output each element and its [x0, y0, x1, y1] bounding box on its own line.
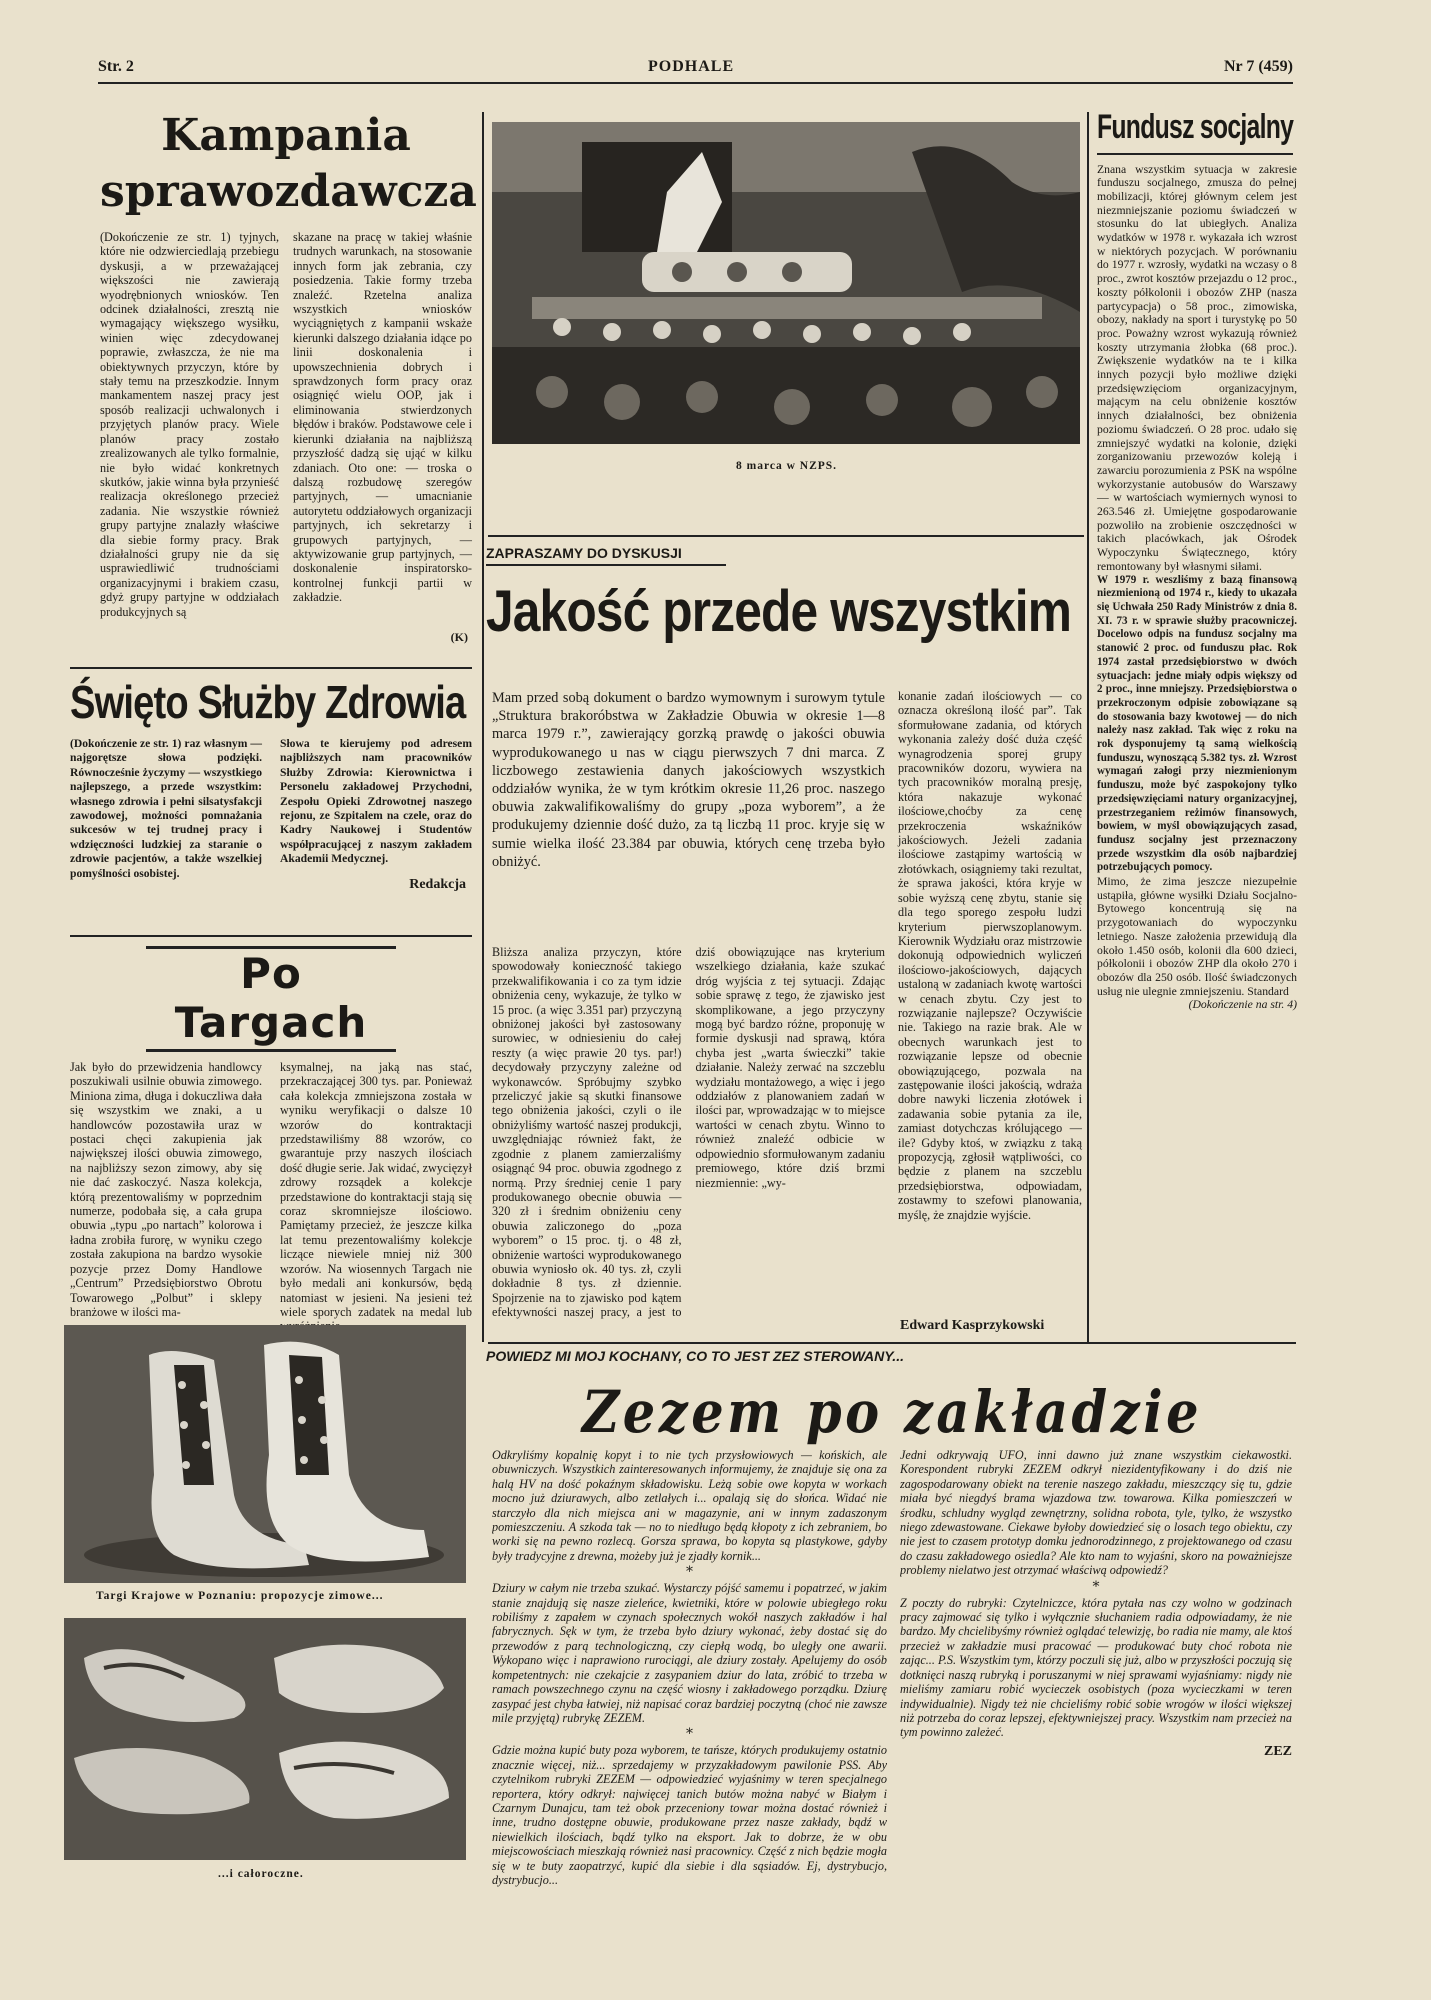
nzps-image: [492, 122, 1080, 444]
issue-number: Nr 7 (459): [1223, 58, 1293, 75]
kampania-col2: skazane na pracę w takiej właśnie trudnych warunkach, na stosowanie innych form jak zebrania, czy posiedzenia. Takie formy trzeba znaleźć. Rzetelna analiza wszystkich wniosków wyciągniętych z kampanii wskaże kierunki dalszego działania idące po linii doskonalenia i upowszechnienia dobrych i sprawdzonych form pracy oraz osiągnięć wielu OOP, jak i eliminowania stwierdzonych błędów i braków. Podstawowe cele i kierunki działania na najbliższą przyszłość dadzą się ująć w kilku zdaniach. Oto one: — troska o dalszą rozbudowę szeregów partyjnych, — umacnianie autorytetu oddziałowych organizacji partyjnych, ich sekretarzy i grupowych partyjnych, — aktywizowanie grup partyjnych, — doskonalenie inspiratorsko-kontrolnej funkcji partii w zakładzie.: [293, 230, 472, 605]
boots-image: [64, 1325, 466, 1583]
fundusz-continued: (Dokończenie na str. 4): [1188, 998, 1297, 1012]
swieto-col1: (Dokończenie ze str. 1) raz własnym — najgorętsze słowa podzięki. Równocześnie życzymy — wszystkiego najlepszego, a przede wszystkim: własnego zdrowia i pełni silsatysfakcji zawodowej, możności pomnażania sukcesów w tej trudnej pracy i wdzięczności ludzkiej za staranie o zdrowie pacjentów, a także wszelkiej pomyślności osobistej.: [70, 737, 262, 880]
kicker-underline: [486, 564, 726, 566]
swieto-columns: [70, 737, 472, 917]
jakosc-signature: Edward Kasprzykowski: [900, 1318, 1045, 1333]
article-kampania: [100, 108, 477, 670]
kampania-signature: (K): [450, 630, 468, 644]
fundusz-title-rule: [1097, 153, 1293, 155]
jakosc-kicker: ZAPRASZAMY DO DYSKUSJI: [486, 545, 682, 561]
zezem-p2: Dziury w całym nie trzeba szukać. Wystarczy pójść samemu i popatrzeć, w jakim stanie znajdują się nasze zieleńce, kwietniki, które w polowie ubiegłego roku robiliśmy z zapałem w czynach społecznych wokół naszych zakładów i hal fabrycznych. Sęk w tym, że trzeba było dziury wykonać, żeby dostać się do przewodów z parą technologiczną, czy ciepłą wodą, bo uległy one awarii. Wykopano więc i naprawiono rurociągi, ale dziury zostały. Apelujemy do osób kompetentnych: nie czekajcie z zasypaniem dziur do lata, zróbić to trzeba w ramach powszechnego czynu na część wiosny i zakładowego porządku. Dziurę zasypać jest chyba łatwiej, niż napisać coraz bardziej poczytną (choć nie zawsze mile przyjętą) rubrykę ZEZEM.: [492, 1581, 887, 1725]
shoes-image: [64, 1618, 466, 1860]
zezem-p4: Jedni odkrywają UFO, inni dawno już znane wszystkim ciekawostki. Korespondent rubryki ZEZEM odkrył niezidentyfikowany i do dziś nie zagospodarowany obiekt na terenie naszego zakładu, mieszczący się tu, gdzie miała być niegdyś brama wjazdowa tzw. towarowa. Kilka pomieszczeń w środku, schludny wygląd zewnętrzny, solidna robota, tyle, tylko, że wszystko niego zdewastowane. Ciekawe byłoby dowiedzieć się o losach tego obiektu, czy nie jest to czasem prototyp domku jednorodzinnego, z projektowanego od czasu do czasu zakładowego osiedla? Ale kto nam to wyjaśni, skoro na poważniejsze problemy nielatwo jest otrzymać właściwą odpowiedź?: [900, 1448, 1292, 1578]
shoes-caption: ...i całoroczne.: [218, 1868, 304, 1880]
jakosc-title: Jakość przede wszystkim: [486, 578, 1072, 644]
kampania-col1: (Dokończenie ze str. 1) tyjnych, które nie odzwierciedlają przebiegu dyskusji, a w przeważającej większości nie zawierają wyodrębnionych wniosków. Ten odcinek działalności, zresztą nie wymagający większego wysiłku, winien więc zdecydowanej poprawie, zwłaszcza, że nie ma obiektywnych przyczyn, które by stały temu na przeszkodzie. Innym mankamentem naszej pracy jest sposób realizacji uchwalonych i przyjętych planów pracy. Wiele planów pracy zostało zrealizowanych ale tylko formalnie, nie było widać konkretnych skutków, jakie winna była przynieść realizacja określonego przecież zadania. Nie wszystkie również grupy partyjne znalazły właściwe dla siebie formy pracy. Brak działalności grupy nie da się usprawiedliwić trudnościami organizacyjnymi i brakiem czasu, gdyż grupy partyjne w oddziałach produkcyjnych są: [100, 230, 279, 619]
zezem-p1: Odkryliśmy kopalnię kopyt i to nie tych przysłowiowych — końskich, ale obuwniczych. Wszystkich zainteresowanych informujemy, że znajduje się ona za halą HV na dość pokaźnym składowisku. Leżą sobie owe kopyta w workach mocno już dziurawych, albo zetlałych i... opalają się do słońca. Widać nie starczyło dla nich miejsca ani w magazynie, ani w innym zadaszonym pomieszczeniu. A szkoda tak — no to niedługo będą kłopoty z ich zebraniem, bo worki się na pewno rozlecą. Gorsza sprawa, bo kopyta są plastykowe, gdyby były tradycyjne z drewna, możeby już je zjadły kornik...: [492, 1448, 887, 1563]
rule-after-kampania: [70, 667, 472, 669]
header-rule: [98, 82, 1293, 84]
jakosc-lead: Mam przed sobą dokument o bardzo wymownym i surowym tytule „Struktura brakoróbstwa w Zakładzie Obuwia w okresie 1—8 marca 1979 r.”, zawierający gorzką prawdę o jakości obuwia wyprodukowanego u nas w ciągu pierwszych 7 dni marca. Z liczbowego zestawienia danych jakościowych wszystkich oddziałów wynika, że w tym krótkim okresie 11,26 proc. naszego obuwia zakwalifikowaliśmy do grupy „poza wyborem”, a że produkujemy dziennie dość dużo, za tą liczbą 11 proc. kryje się w sumie wielka ilość 23.384 par obuwia, których cenę trzeba było obniżyć.: [492, 690, 885, 870]
zezem-signature: ZEZ: [1263, 1743, 1292, 1759]
kampania-title-line2: sprawozdawcza: [100, 166, 477, 217]
targach-col2: ksymalnej, na jaką nas stać, przekraczającej 300 tys. par. Ponieważ cała kolekcja zmniejszona została w wyniku weryfikacji o dalsze 10 wzorów do kontraktacji przedstawiliśmy 88 wzorów, co gwarantuje przy naszych ilościach dość długie serie. Jak widać, zwycięzył zdrowy rozsądek a kolekcje przedstawione do kontraktacji stają się coraz skromniejsze ilościowo. Pamiętamy przecież, że jeszcze kilka lat temu prezentowaliśmy kolekcje liczące niewiele mniej niż 300 wzorów. Na wiosennych Targach nie było medali ani konkursów, będą natomiast w jesieni. Na jesieni też wiele sporych zadatek na medal lub: [280, 1060, 472, 1319]
article-fundusz: [1097, 108, 1297, 1013]
zezem-p5: Z poczty do rubryki: Czytelniczce, która pytała nas czy wolno w godzinach pracy zajmować się tylko i wyłącznie słuchaniem radia odpowiadamy, że nie bardzo. My chcielibyśmy również oglądać telewizję, bo radia nie mamy, ale ktoś przecież w zakładzie musi pracować — produkować buty choć robota nie zając... P.S. Wszystkim tym, którzy poczuli się już, albo w przyszłości poczują się dotknięci naszą rubryką i poruszanymi w niej sprawami wyjaśniamy: nigdy nie mieliśmy zamiaru robić wycieczek osobistych (poza wycieczkami w teren indywidualnie). Nigdy też nie chcieliśmy robić sobie wrogów w ilości większej niż potrzeba do coraz lepszej, efektywniejszej pracy. Wszystkim nam przecież na tym powinno zależeć.: [900, 1595, 1292, 1740]
article-swieto: [70, 675, 472, 917]
column-rule-left: [482, 112, 484, 1342]
page-header: [98, 54, 1293, 84]
page-number: Str. 2: [98, 58, 134, 75]
zezem-p3: Gdzie można kupić buty poza wyborem, te tańsze, których produkujemy ostatnio znacznie więcej, niż... sprzedajemy w przyzakładowym pawilonie PSS. Aby czytelnikom rubryki ZEZEM — odpowiedzieć wyjaśnimy w teren specjalnego reportera, który odkrył: najwięcej tanich butów można nabyć w Białym i Czarnym Dunajcu, tam też obok przeceniony towar można dostać również i inne, trudno dostępne obuwie, produkowane przez nasze zakłady, bądź w niewielkich ilościach, bądź tylko na eksport. Jak to dobrze, że w obu miejscowościach mieszkają również nasi pracownicy. Część z nich będzie mogła się w te buty zaopatrzyć, kupić dla siebie i dla sąsiadów. Ej, dystrybucjo, dystrybucjo...: [492, 1743, 887, 1887]
zezem-separator-1: *: [686, 1564, 693, 1581]
boots-caption: Targi Krajowe w Poznaniu: propozycje zimowe...: [96, 1590, 384, 1602]
jakosc-body: Bliższa analiza przyczyn, które spowodowały konieczność takiego przekwalifikowania i co za tym idzie obniżenia ceny, wykazuje, że tylko w 15 proc. (a więc 3.351 par) przyczyną obniżonej jakości był zastosowany surowiec, w odniesieniu do całej reszty (a więc prawie 20 tys. par!) decydowały przyczyny zależne od wykonawców. Spróbujmy szybko przeliczyć jakie są skutki finansowe tego obniżenia jakości, czyli o ile obniżyliśmy wartość naszej produkcji, uwzględniając również fakt, że zgodnie z planem zamierzaliśmy osiągnąć 94 proc. obuwia zgodnego z normą. Przy średniej cenie 1 pary produkowanego obecnie obuwia — 320 zł i średnim obniżeniu ceny obuwia zaliczonego do „poza wyborem” o 15 proc. tj. o 48 zł, obniżenie wartości wyprodukowanego obuwia wyniosło ok. 40 tys. zł, czyli dokładnie 8 tys. zł dziennie. Spojrzenie na to zjawisko pod kątem efektywności naszej pracy, a jest to dziś obowiązujące nas kryterium wszelkiego działania, każe szukać dróg wyjścia z tej sytuacji. Zdając sobie sprawę z tego, że zjawisko jest skomplikowane, a jego przyczyny mogą być bardzo różne, proponuję w formie dyskusji nad sprawą, która chyba jest „warta świeczki” takie działanie. Należy zerwać na szczeblu wydziału montażowego, a więc i jego oddziałów z planowaniem zadań w ilości par, wprowadzając w to miejsce wartości w cenach zbytu. Winno to również znaleźć odbicie w odpowiednio sformułowanym zadaniu premiowego, które dziś brzmi niezmiennie: „wy-: [492, 945, 885, 1320]
newspaper-title: PODHALE: [648, 58, 735, 75]
photo-shoes: [64, 1618, 466, 1860]
rule-after-swieto: [70, 935, 472, 937]
fundusz-text-bold: W 1979 r. weszliśmy z bazą finansową niezmienioną od 1974 r., kiedy to ukazała się Uchwała 250 Rady Ministrów z dnia 8. XI. 73 r. w sprawie służby pracowniczej. Docelowo odpis na fundusz socjalny ma stanowić 2 proc. od funduszu płac. Rok 1974 zastał przedsiębiorstwo w dwóch sytuacjach: jedne miały odpis większy od 2 proc., inne mniejszy. Przedsiębiorstwa o przekroczonym odpisie zobowiązane są do stosowania bazy kwotowej — do nich należy nasz zakład. Tak więc z roku na rok dysponujemy tą samą wielkością funduszu, wynoszącą 5.382 tys. zł. Wzrost wymagań załogi przy niezmienionym funduszu, może być zaspokojony tylko przedsięwzięciami natury organizacyjnej, przestrzeganiem reżimów finansowych, bowiem, w myśl obowiązujących zasad, fundusz socjalny jest przeznaczony przede wszystkim dla osób najbardziej potrzebujących pomocy.: [1097, 573, 1297, 874]
article-jakosc: [486, 545, 1082, 645]
targach-col1: Jak było do przewidzenia handlowcy poszukiwali usilnie obuwia zimowego. Miniona zima, długa i dokuczliwa dała się wszystkim we znaki, a u handlowców pozostawiła uraz w postaci chęci zakupienia jak największej ilości obuwia zimowego, na najbliższy sezon zimowy, aby się nie dać zaskoczyć. Nasza kolekcja, którą prezentowaliśmy w poprzednim numerze, podobała się, a cała grupa obuwia „typu „po nartach” kolorowa i ładna zrobiła furorę, w wyniku czego została zakupiona na bardzo wysokie pozycje przez Domy Handlowe „Centrum” Przedsiębiorstwo Obrotu Towarowego „Polbut” i sklepy branżowe w ilości ma-: [70, 1060, 262, 1319]
targach-title-box: [146, 946, 396, 1052]
kampania-title-line1: Kampania: [161, 110, 411, 161]
fundusz-text-regular: Znana wszystkim sytuacja w zakresie funduszu socjalnego, zmusza do pełnej mobilizacji, której głównym celem jest niezmniejszanie poziomu świadczeń w stosunku do lat ubiegłych. Analiza wydatków w 1978 r. wykazała ich wzrost w niektórych pozycjach. W porównaniu do 1977 r. wzrosły, wydatki na wczasy o 8 proc., zwrot kosztów przejazdu o 12 proc., koszty półkolonii i obozów ZHP (nasza partycypacja) o 58 proc., zimowiska, obozy, nakłady na sport i turystykę po 50 proc. Poważny wzrost wykazują również koszty utrzymania żłobka (68 proc.). Zwiększenie wydatków na te i kilka innych pozycji było możliwe dzięki przedsięwzięciom organizacyjnym, mającym na celu obniżenie kosztów innych działalności, bez obniżenia poziomu świadczeń. O 28 proc. udało się zmniejszyć wydatki na kolonie, dzięki zorganizowaniu przewozów koleją i zawarciu porozumienia z PSK na wspólne wykorzystanie autobusów do Warszawy — w wartościach wymiernych wynosi to 263.546 zł. Umiejętne gospodarowanie pozwoliło na zrobienie oszczędności w takich placówkach, jak Ośrodek Wypoczynku Świątecznego, który remontowany był własnymi siłami.: [1097, 162, 1297, 573]
zezem-separator-2: *: [686, 1726, 693, 1743]
fundusz-title: Fundusz socjalny: [1097, 108, 1294, 146]
column-rule-right: [1087, 112, 1089, 1342]
targach-title: Po Targach: [174, 949, 368, 1047]
article-zezem: [486, 1348, 1296, 1446]
rule-before-zezem: [488, 1342, 1296, 1344]
swieto-signature: Redakcja: [409, 877, 466, 892]
photo-boots: [64, 1325, 466, 1583]
zezem-title: Zezem po zakładzie: [582, 1378, 1203, 1446]
jakosc-side: konanie zadań ilościowych — co oznacza określoną ilość par”. Tak sformułowane zadania, od których wykonania zależy dość duża część wynagrodzenia sporej grupy pracowników dozoru, wywiera na tych pracowników moralną presję, która nakazuje wykonać ilościowe,choćby za cenę przekroczenia wskaźników jakościowych. Jeżeli zadania ilościowe zastąpimy wartością w złotówkach, osiągniemy taki rezultat, że sprawa jakości, która kryje w sobie wyższą cenę zbytu, stanie się dla tego sporego zespołu ludzi kryterium pierwszoplanowym. Kierownik Wydziału oraz mistrzowie dokonują odpowiednich wyliczeń ilościowo-jakościowych, dających ustaloną w zadaniach kwotę wartości w cenach zbytu. Czy jest to rozwiązanie najlepsze? Oczywiście nie. Takiego na razie brak. Ale w obecnych warunkach jest to rozwiązanie lepsze od obecnie obowiązującego, pozwala na zastępowanie ilości jakością, wdraża dobre nawyki liczenia złotówek i zadawania sobie pytania za ile, zamiast dotychczas królującego — ile? Gdyby ktoś, w związku z taką propozycją, zgłosił wątpliwości, co będzie z planem na szczeblu przedsiębiorstwa, odpowiadam, zostawmy to szefowi planowania, myślę, że znajdzie wyjście.: [898, 689, 1082, 1222]
photo-nzps: [492, 122, 1080, 444]
zezem-left-column: [492, 1448, 887, 1928]
zezem-right-column: [900, 1448, 1292, 1928]
rule-after-photo: [488, 535, 1084, 537]
swieto-title: Święto Służby Zdrowia: [70, 676, 466, 728]
nzps-caption: 8 marca w NZPS.: [736, 460, 838, 472]
zezem-separator-3: *: [1092, 1578, 1100, 1595]
zezem-kicker: POWIEDZ MI MOJ KOCHANY, CO TO JEST ZEZ STEROWANY...: [486, 1348, 904, 1364]
swieto-col2: Słowa te kierujemy pod adresem najbliższych nam pracowników Służby Zdrowia: Kierownictwa i Personelu zakładowej Przychodni, Zespołu Opieki Zdrowotnej naszego rejonu, ze Szpitalem na czele, oraz do Kadry Naukowej i Studentów współpracującej z naszym zakładem Akademii Medycznej.: [280, 737, 472, 866]
fundusz-text-end: Mimo, że zima jeszcze niezupełnie ustąpiła, główne wysiłki Działu Socjalno-Bytowego koncentrują się na przygotowaniach do wypoczynku letniego. Nasze założenia przewidują dla około 1.450 osób, kolonii dla 600 dzieci, półkolonii i obozów ZHP dla około 270 i obozów dla 250 osób. Ilość świadczonych usług nie ulegnie zmniejszeniu. Standard: [1097, 875, 1297, 998]
kampania-columns: [100, 230, 472, 670]
